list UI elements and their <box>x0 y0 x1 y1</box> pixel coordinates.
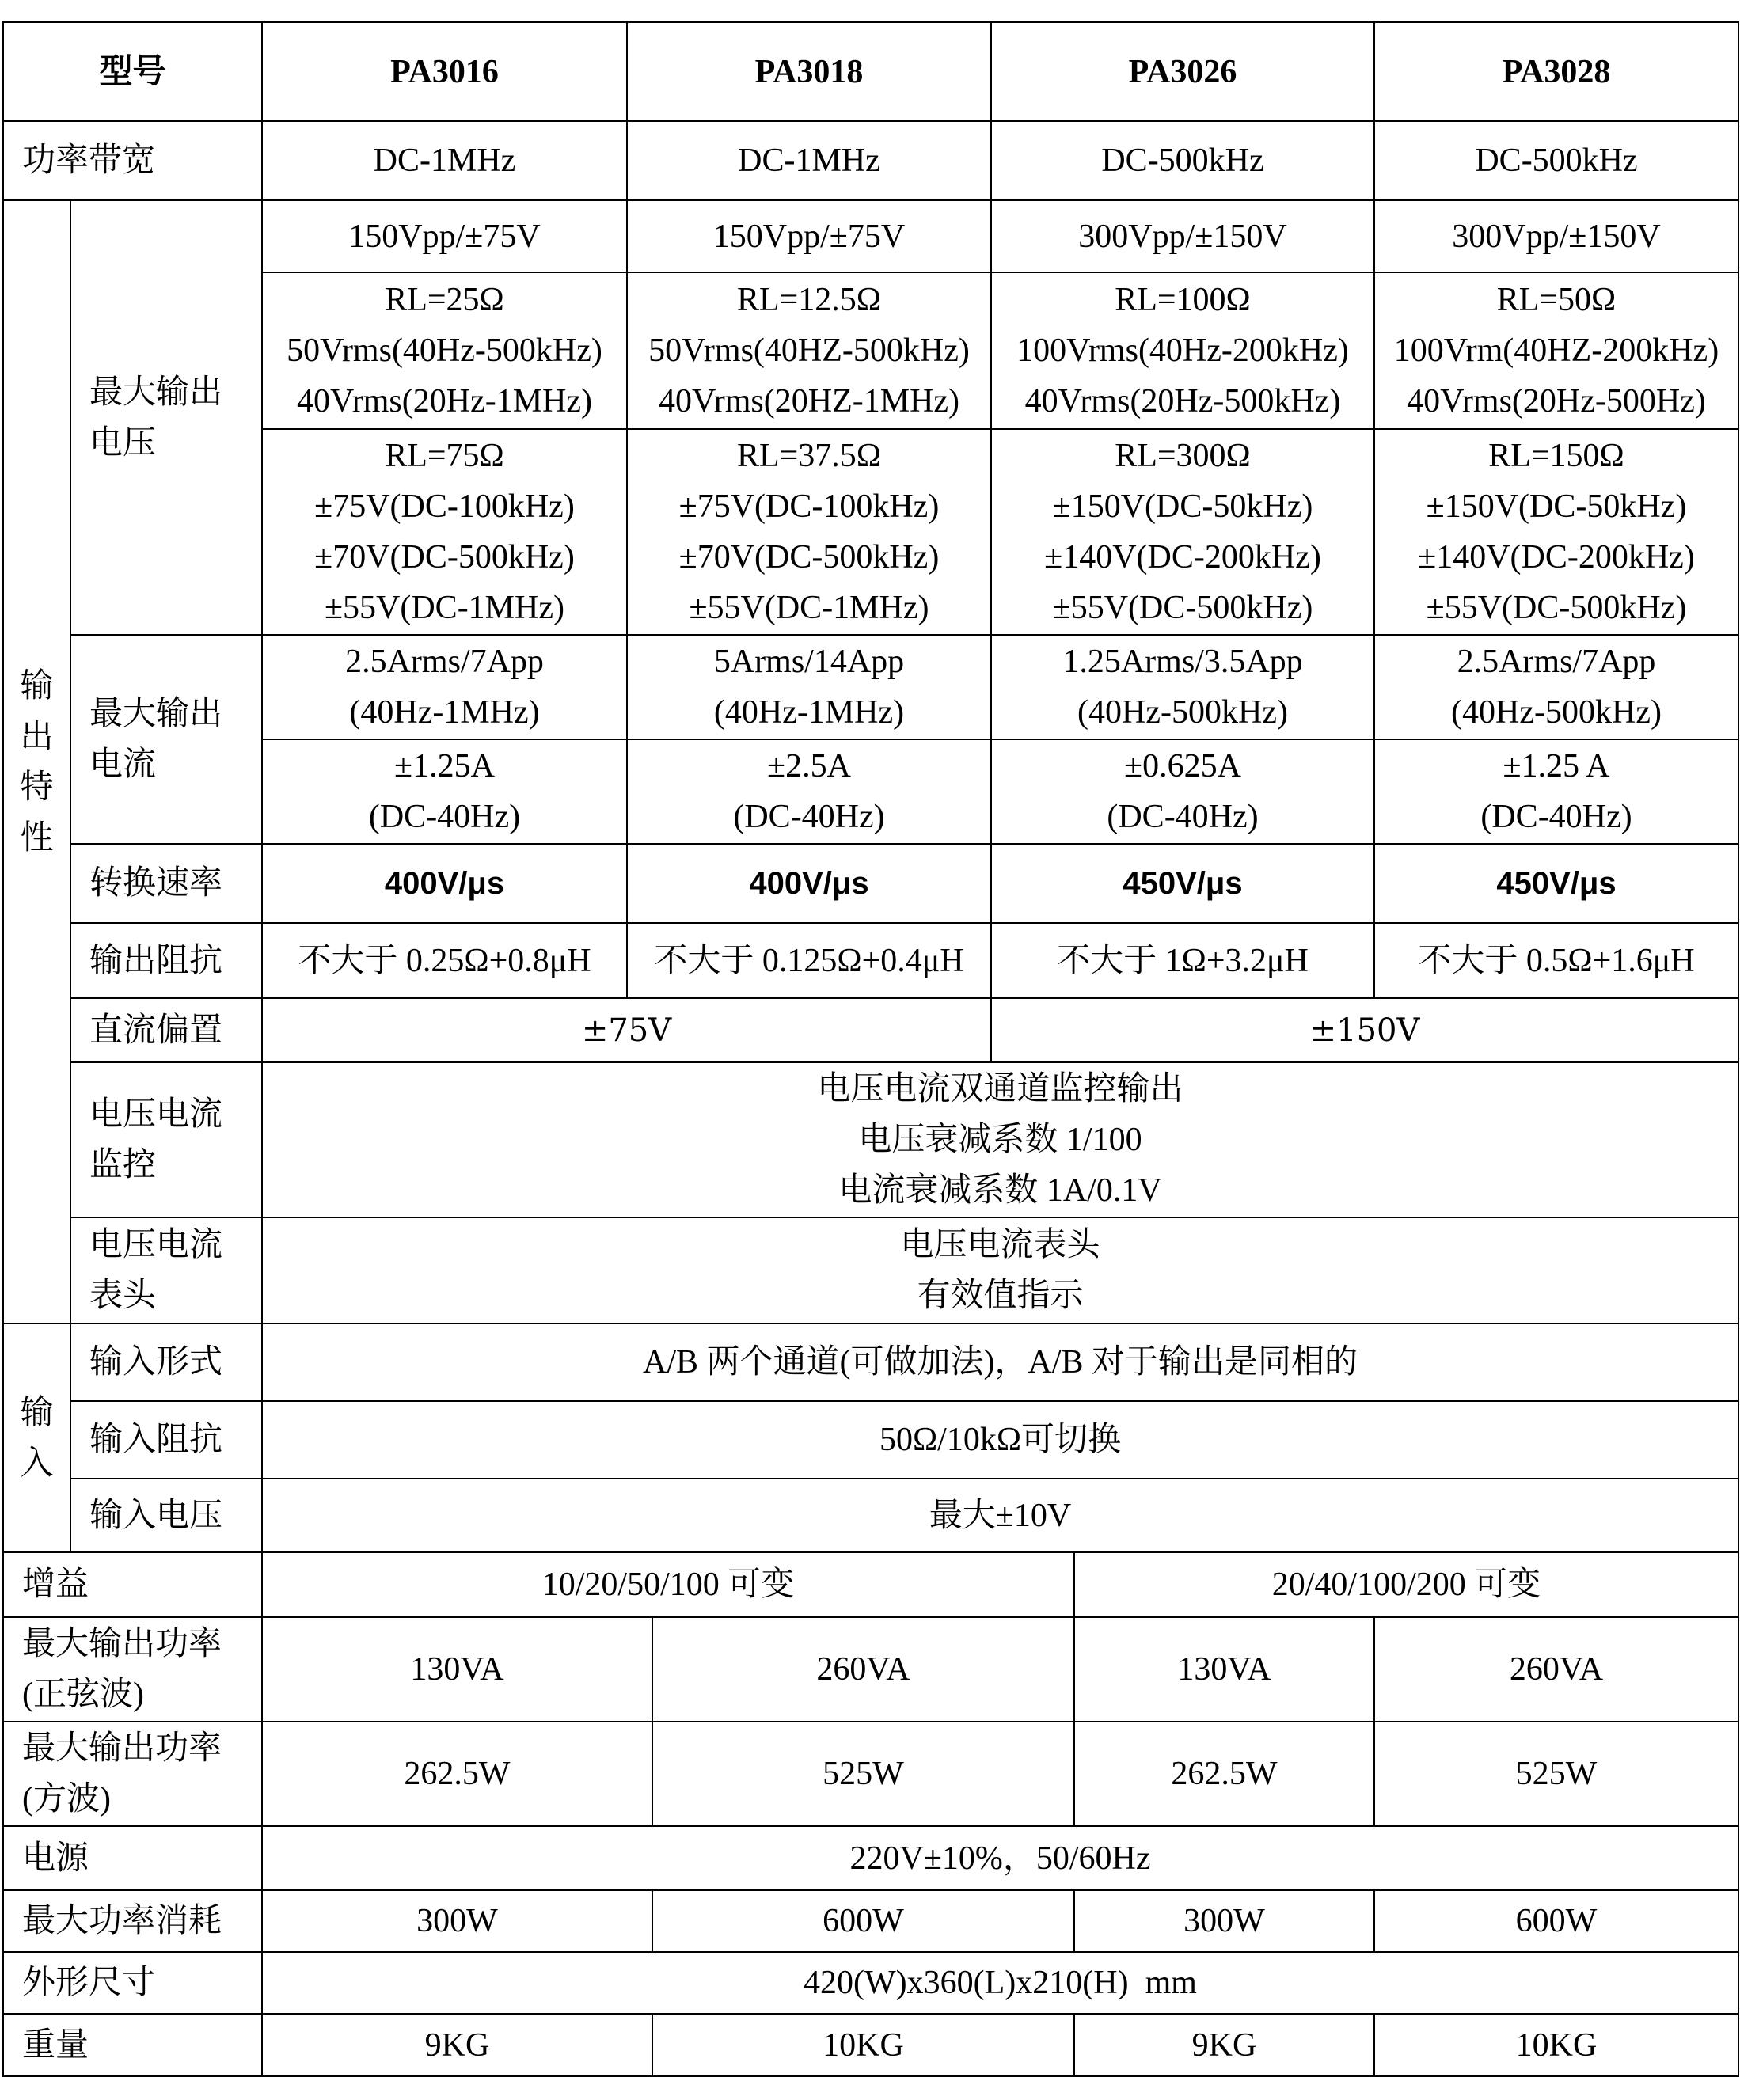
input-form-label: 输入形式 <box>70 1323 263 1402</box>
weight-cell: 10KG <box>1373 2013 1739 2077</box>
dc-offset-label: 直流偏置 <box>70 997 263 1063</box>
max-output-current-cell: 5Arms/14App (40Hz-1MHz) <box>626 634 992 740</box>
max-power-square-cell: 525W <box>1373 1721 1739 1827</box>
gain-cell: 10/20/50/100 可变 <box>261 1551 1075 1618</box>
max-output-voltage-cell: RL=100Ω 100Vrms(40Hz-200kHz) 40Vrms(20Hz-500kHz) <box>990 272 1375 430</box>
max-power-consumption-cell: 300W <box>1073 1889 1375 1953</box>
max-power-consumption-cell: 600W <box>652 1889 1075 1953</box>
max-power-sine-cell: 260VA <box>1373 1616 1739 1722</box>
max-power-square-label: 最大输出功率 (方波) <box>2 1721 263 1827</box>
max-output-voltage-cell: RL=25Ω 50Vrms(40Hz-500kHz) 40Vrms(20Hz-1MHz) <box>261 272 628 430</box>
max-output-current-cell: ±1.25A (DC-40Hz) <box>261 739 628 845</box>
max-output-voltage-cell: RL=75Ω ±75V(DC-100kHz) ±70V(DC-500kHz) ±55V(DC-1MHz) <box>261 428 628 636</box>
max-output-current-cell: 2.5Arms/7App (40Hz-1MHz) <box>261 634 628 740</box>
max-output-voltage-cell: 300Vpp/±150V <box>1373 199 1739 273</box>
max-power-square-cell: 262.5W <box>261 1721 653 1827</box>
max-power-square-cell: 262.5W <box>1073 1721 1375 1827</box>
max-output-voltage-cell: RL=50Ω 100Vrm(40HZ-200kHz) 40Vrms(20Hz-500Hz) <box>1373 272 1739 430</box>
output-impedance-cell: 不大于 0.125Ω+0.4μH <box>626 922 992 999</box>
power-bandwidth-cell: DC-500kHz <box>1373 120 1739 201</box>
input-impedance-label: 输入阻抗 <box>70 1400 263 1479</box>
input-impedance-cell: 50Ω/10kΩ可切换 <box>261 1400 1739 1479</box>
dc-offset-cell: ±150V <box>990 997 1739 1063</box>
vi-meter-cell: 电压电流表头 有效值指示 <box>261 1217 1739 1324</box>
max-output-current-label: 最大输出 电流 <box>70 634 263 845</box>
output-characteristics-section <box>2 199 71 1324</box>
gain-label: 增益 <box>2 1551 263 1618</box>
output-impedance-cell: 不大于 0.5Ω+1.6μH <box>1373 922 1739 999</box>
input-voltage-label: 输入电压 <box>70 1478 263 1553</box>
slew-rate-cell: 450V/μs <box>1373 843 1739 924</box>
gain-cell: 20/40/100/200 可变 <box>1073 1551 1739 1618</box>
max-output-voltage-cell: RL=12.5Ω 50Vrms(40HZ-500kHz) 40Vrms(20HZ-1MHz) <box>626 272 992 430</box>
model-header-label: 型号 <box>2 21 263 122</box>
model-name-pa3028: PA3028 <box>1373 21 1739 122</box>
max-power-square-cell: 525W <box>652 1721 1075 1827</box>
max-power-consumption-cell: 600W <box>1373 1889 1739 1953</box>
model-name-pa3026: PA3026 <box>990 21 1375 122</box>
slew-rate-cell: 400V/μs <box>626 843 992 924</box>
power-bandwidth-cell: DC-1MHz <box>626 120 992 201</box>
input-form-cell: A/B 两个通道(可做加法)，A/B 对于输出是同相的 <box>261 1323 1739 1402</box>
max-output-voltage-cell: 150Vpp/±75V <box>261 199 628 273</box>
input-voltage-cell: 最大±10V <box>261 1478 1739 1553</box>
power-bandwidth-cell: DC-500kHz <box>990 120 1375 201</box>
max-output-voltage-label: 最大输出 电压 <box>70 199 263 636</box>
max-power-sine-label: 最大输出功率 (正弦波) <box>2 1616 263 1722</box>
max-output-current-cell: ±2.5A (DC-40Hz) <box>626 739 992 845</box>
weight-cell: 9KG <box>1073 2013 1375 2077</box>
slew-rate-cell: 450V/μs <box>990 843 1375 924</box>
output-impedance-cell: 不大于 1Ω+3.2μH <box>990 922 1375 999</box>
model-name-pa3018: PA3018 <box>626 21 992 122</box>
max-power-consumption-cell: 300W <box>261 1889 653 1953</box>
vi-meter-label: 电压电流 表头 <box>70 1217 263 1324</box>
output-impedance-label: 输出阻抗 <box>70 922 263 999</box>
dimensions-cell: 420(W)x360(L)x210(H) mm <box>261 1951 1739 2015</box>
vi-monitor-cell: 电压电流双通道监控输出 电压衰减系数 1/100 电流衰减系数 1A/0.1V <box>261 1061 1739 1218</box>
vi-monitor-label: 电压电流 监控 <box>70 1061 263 1218</box>
max-output-voltage-cell: RL=37.5Ω ±75V(DC-100kHz) ±70V(DC-500kHz) ±55V(DC-1MHz) <box>626 428 992 636</box>
weight-cell: 9KG <box>261 2013 653 2077</box>
dc-offset-cell: ±75V <box>261 997 992 1063</box>
slew-rate-label: 转换速率 <box>70 843 263 924</box>
section-label: 输入 <box>20 1394 54 1482</box>
max-output-current-cell: ±0.625A (DC-40Hz) <box>990 739 1375 845</box>
slew-rate-cell: 400V/μs <box>261 843 628 924</box>
max-power-sine-cell: 260VA <box>652 1616 1075 1722</box>
dimensions-label: 外形尺寸 <box>2 1951 263 2015</box>
power-supply-cell: 220V±10%，50/60Hz <box>261 1825 1739 1891</box>
section-label: 输出特性 <box>20 667 54 856</box>
max-output-voltage-cell: RL=300Ω ±150V(DC-50kHz) ±140V(DC-200kHz) ±55V(DC-500kHz) <box>990 428 1375 636</box>
weight-label: 重量 <box>2 2013 263 2077</box>
max-output-current-cell: ±1.25 A (DC-40Hz) <box>1373 739 1739 845</box>
max-output-voltage-cell: RL=150Ω ±150V(DC-50kHz) ±140V(DC-200kHz) ±55V(DC-500kHz) <box>1373 428 1739 636</box>
weight-cell: 10KG <box>652 2013 1075 2077</box>
output-impedance-cell: 不大于 0.25Ω+0.8μH <box>261 922 628 999</box>
model-name-pa3016: PA3016 <box>261 21 628 122</box>
max-power-sine-cell: 130VA <box>261 1616 653 1722</box>
power-bandwidth-label: 功率带宽 <box>2 120 263 201</box>
max-power-sine-cell: 130VA <box>1073 1616 1375 1722</box>
max-power-consumption-label: 最大功率消耗 <box>2 1889 263 1953</box>
max-output-current-cell: 2.5Arms/7App (40Hz-500kHz) <box>1373 634 1739 740</box>
max-output-voltage-cell: 300Vpp/±150V <box>990 199 1375 273</box>
max-output-current-cell: 1.25Arms/3.5App (40Hz-500kHz) <box>990 634 1375 740</box>
power-supply-label: 电源 <box>2 1825 263 1891</box>
max-output-voltage-cell: 150Vpp/±75V <box>626 199 992 273</box>
input-section <box>2 1323 71 1553</box>
power-bandwidth-cell: DC-1MHz <box>261 120 628 201</box>
